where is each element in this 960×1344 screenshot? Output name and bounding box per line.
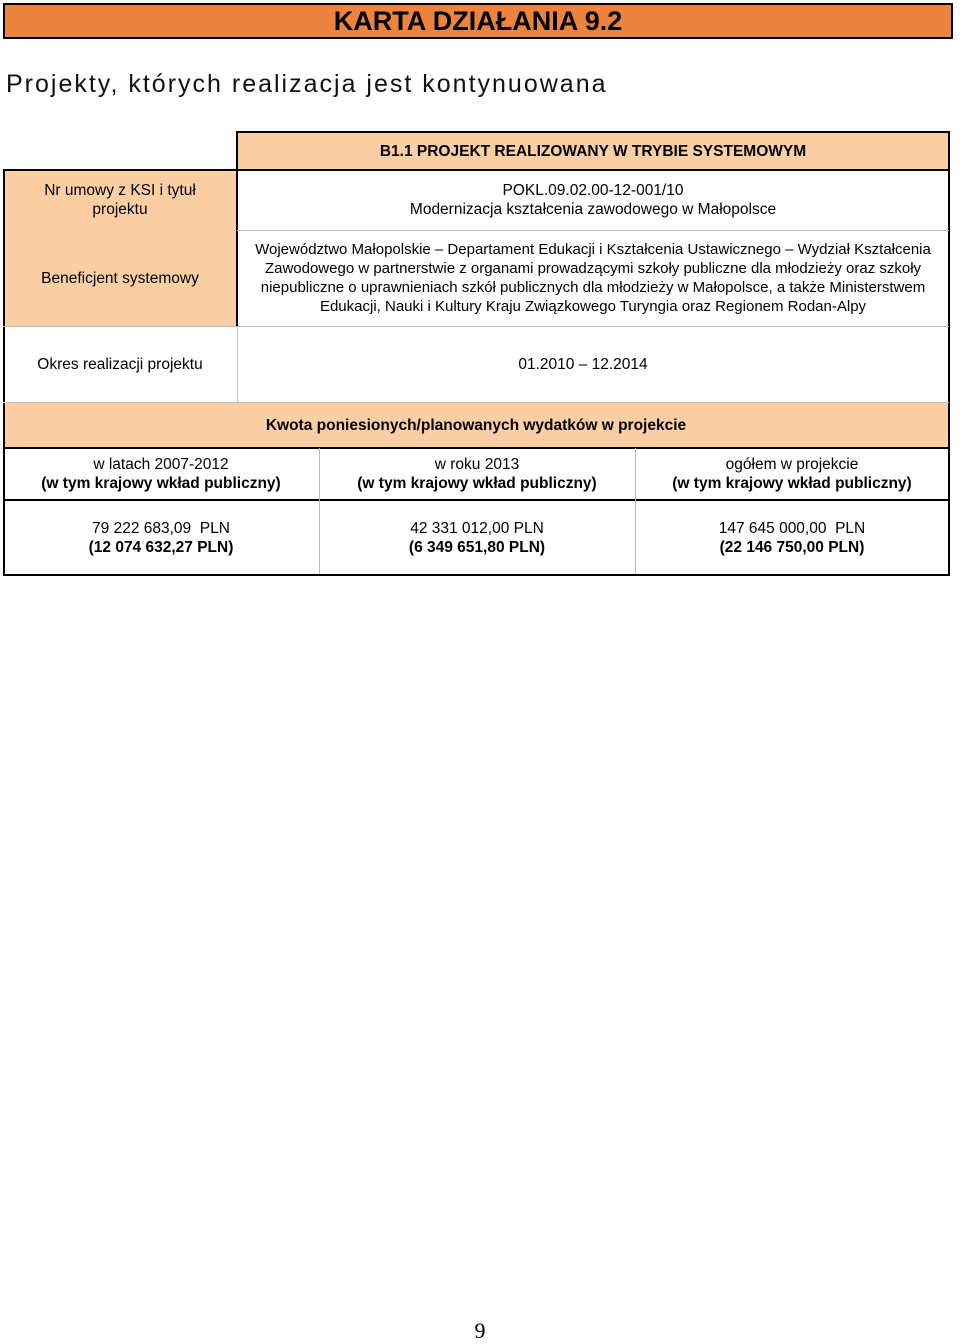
- page-number: 9: [474, 1318, 486, 1343]
- grid-period-row: [3, 402, 949, 403]
- project-title: Modernizacja kształcenia zawodowego w Małopolsce: [409, 201, 777, 218]
- grid-expense-col-1: [319, 448, 320, 575]
- grid-contract-row: [237, 230, 949, 231]
- grid-period-divider: [237, 326, 238, 402]
- section-header: B1.1 PROJEKT REALIZOWANY W TRYBIE SYSTEMOWYM: [237, 132, 949, 170]
- border-expense-headers: [3, 499, 950, 501]
- border-section-bottom: [3, 169, 950, 171]
- border-bottom: [3, 574, 950, 576]
- border-label-divider: [236, 131, 238, 326]
- grid-expense-col-2: [635, 448, 636, 575]
- expense-col-3-value: 147 645 000,00 PLN (22 146 750,00 PLN): [718, 519, 866, 556]
- expense-col-1-value: 79 222 683,09 PLN (12 074 632,27 PLN): [88, 519, 234, 556]
- page-subtitle: Projekty, których realizacja jest kontynuowana: [6, 70, 608, 98]
- border-top: [237, 131, 950, 133]
- card-title-banner: [3, 3, 953, 39]
- expense-col-2-header: w roku 2013 (w tym krajowy wkład publiczny): [357, 456, 597, 492]
- expense-col-2-value: 42 331 012,00 PLN (6 349 651,80 PLN): [408, 519, 546, 556]
- expense-col-1-header: w latach 2007-2012 (w tym krajowy wkład publiczny): [41, 456, 281, 492]
- border-left: [3, 169, 5, 576]
- project-contract-cell: [237, 170, 949, 230]
- grid-beneficiary-row: [3, 326, 949, 327]
- period-value-cell: [237, 326, 949, 402]
- card-title: KARTA DZIAŁANIA 9.2: [333, 5, 623, 36]
- label-beneficiary: Beneficjent systemowy: [3, 230, 237, 326]
- beneficiary-description: Województwo Małopolskie – Departament Edukacji i Kształcenia Ustawicznego – Wydział Kształcenia Zawodowego w partnerstwie z organami prowadzącymi szkoły publiczne dla młodzieży oraz szkoły niepubliczne o uprawnieniach szkół publicznych dla młodzieży w Małopolsce, a także Ministerstwem Edukacji, Nauki i Kultury Kraju Związkowego Turyngia oraz Regionem Rodan-Alpy: [255, 241, 931, 315]
- border-expenses-header: [3, 447, 950, 449]
- beneficiary-cell: [237, 230, 949, 326]
- label-period: Okres realizacji projektu: [37, 355, 203, 373]
- period-value: 01.2010 – 12.2014: [518, 355, 648, 373]
- expense-col-3-header: ogółem w projekcie (w tym krajowy wkład publiczny): [672, 456, 912, 492]
- expenses-header: Kwota poniesionych/planowanych wydatków w projekcie: [3, 402, 949, 448]
- border-right: [948, 131, 950, 576]
- label-contract: Nr umowy z KSI i tytuł projektu: [3, 170, 237, 230]
- project-number: POKL.09.02.00-12-001/10: [502, 182, 684, 199]
